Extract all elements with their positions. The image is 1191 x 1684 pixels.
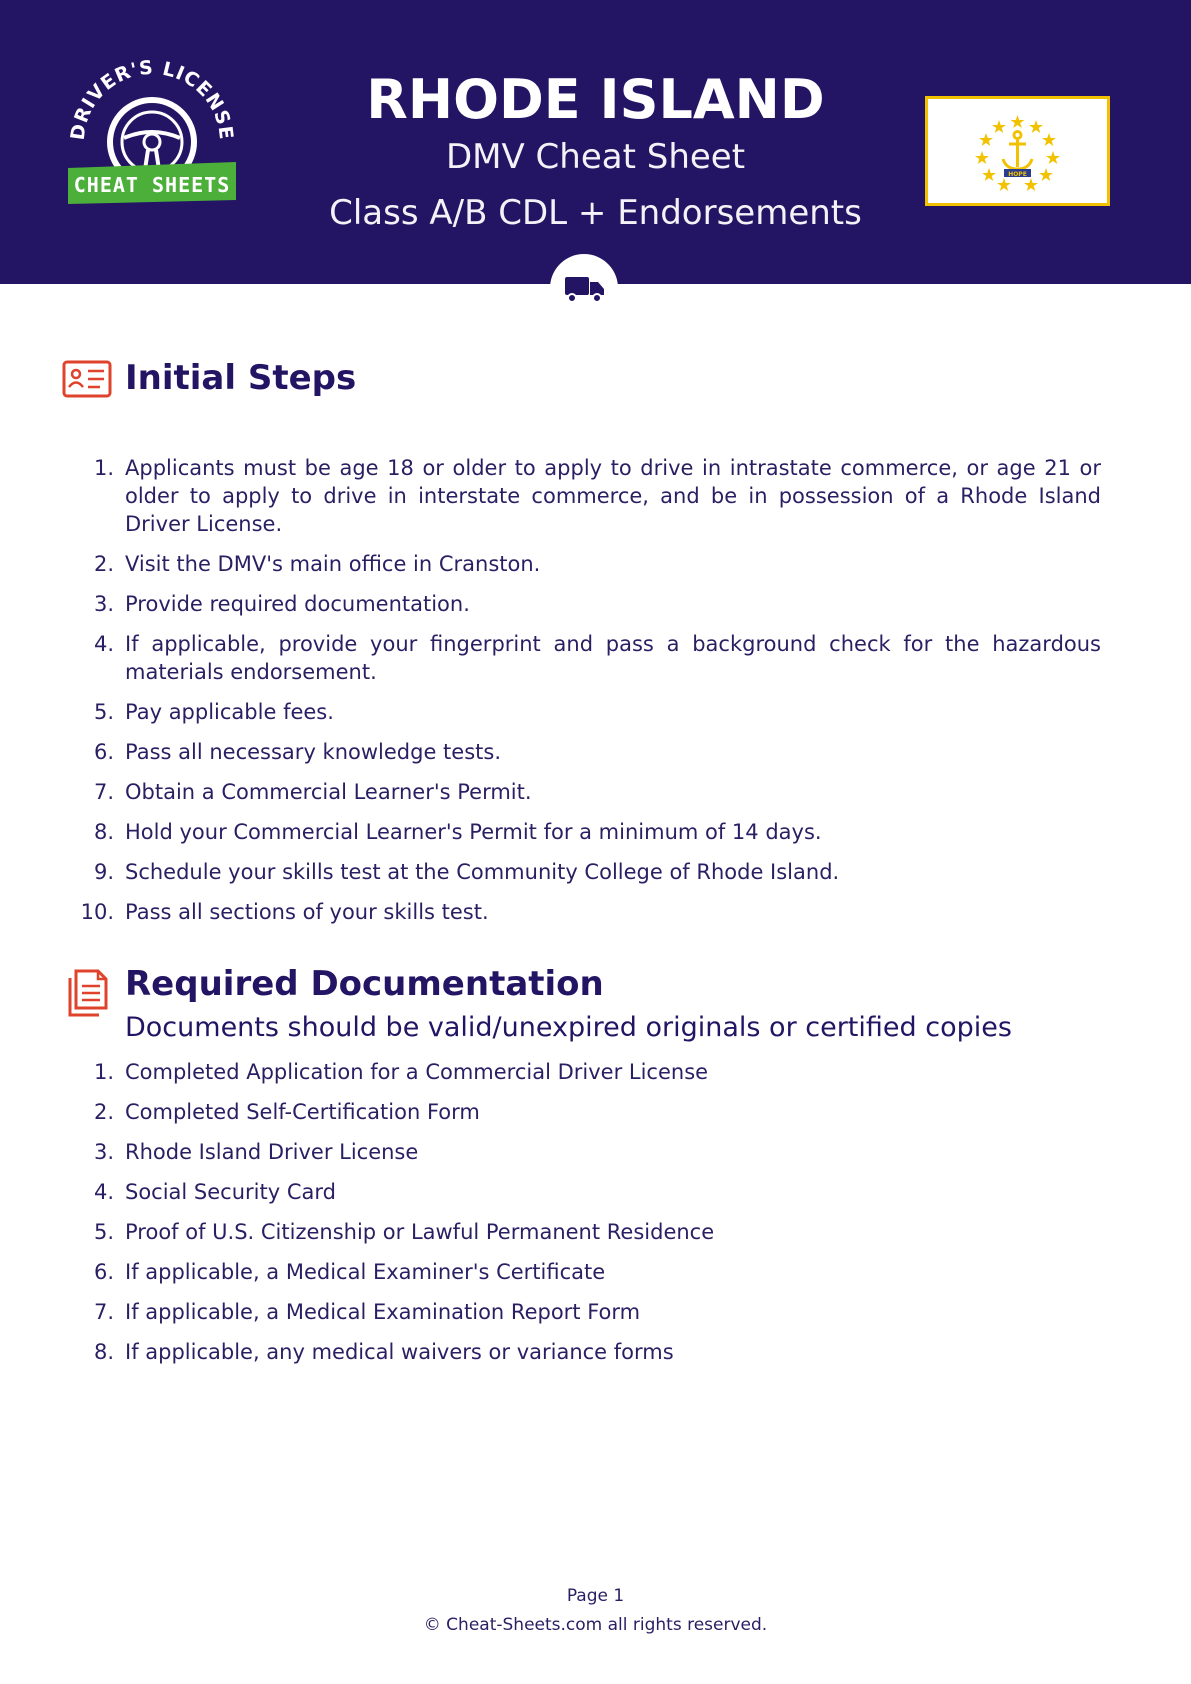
documents-icon <box>62 968 112 1018</box>
section-title-initial-steps: Initial Steps <box>125 358 357 398</box>
footer-copyright: © Cheat-Sheets.com all rights reserved. <box>423 1615 768 1635</box>
page-title: RHODE ISLAND <box>366 68 825 131</box>
list-item: 1. Completed Application for a Commercial Driver License <box>93 1060 709 1084</box>
initial-steps-list <box>0 454 1191 938</box>
footer-page-number: Page 1 <box>566 1586 625 1606</box>
list-item: 2. Visit the DMV's main office in Cranston. <box>93 552 541 576</box>
rhode-island-flag <box>925 96 1110 206</box>
list-item: 8. Hold your Commercial Learner's Permit for a minimum of 14 days. <box>93 820 822 844</box>
list-item: 4. If applicable, provide your fingerprint and pass a background check for the hazardous materials endorsement. <box>93 632 1101 684</box>
logo-arc-text: DRIVER'S LICENSE <box>66 56 238 142</box>
list-item: 8. If applicable, any medical waivers or variance forms <box>93 1340 674 1364</box>
list-item: 6. Pass all necessary knowledge tests. <box>93 740 501 764</box>
list-item: 7. Obtain a Commercial Learner's Permit. <box>93 780 532 804</box>
list-item: 1. Applicants must be age 18 or older to apply to drive in intrastate commerce, or age 21 or older to apply to drive in interstate commerce, and be in possession of a Rhode Island Driver License. <box>93 456 1101 536</box>
list-item: 4. Social Security Card <box>93 1180 336 1204</box>
list-item: 9. Schedule your skills test at the Community College of Rhode Island. <box>93 860 840 884</box>
list-item: 10. Pass all sections of your skills test. <box>80 900 489 924</box>
section-title-required-documentation: Required Documentation <box>125 964 604 1004</box>
list-item: 3. Rhode Island Driver License <box>93 1140 419 1164</box>
page-subtitle-class: Class A/B CDL + Endorsements <box>329 193 862 233</box>
header-banner <box>0 0 1191 284</box>
flag-motto: HOPE <box>1008 171 1027 178</box>
list-item: 5. Pay applicable fees. <box>93 700 334 724</box>
list-item: 2. Completed Self-Certification Form <box>93 1100 480 1124</box>
truck-icon <box>550 254 618 322</box>
list-item: 3. Provide required documentation. <box>93 592 470 616</box>
logo-banner-text: CHEAT SHEETS <box>73 173 231 197</box>
truck-badge <box>550 254 618 322</box>
list-item: 7. If applicable, a Medical Examination Report Form <box>93 1300 641 1324</box>
page-subtitle: DMV Cheat Sheet <box>445 137 746 177</box>
list-item: 5. Proof of U.S. Citizenship or Lawful Permanent Residence <box>93 1220 715 1244</box>
anchor-stars-emblem-icon <box>928 99 1107 203</box>
section-subtitle-documentation: Documents should be valid/unexpired originals or certified copies <box>125 1012 1012 1043</box>
list-item: 6. If applicable, a Medical Examiner's Certificate <box>93 1260 606 1284</box>
required-documentation-list <box>0 1058 1191 1378</box>
id-card-icon <box>62 354 112 404</box>
